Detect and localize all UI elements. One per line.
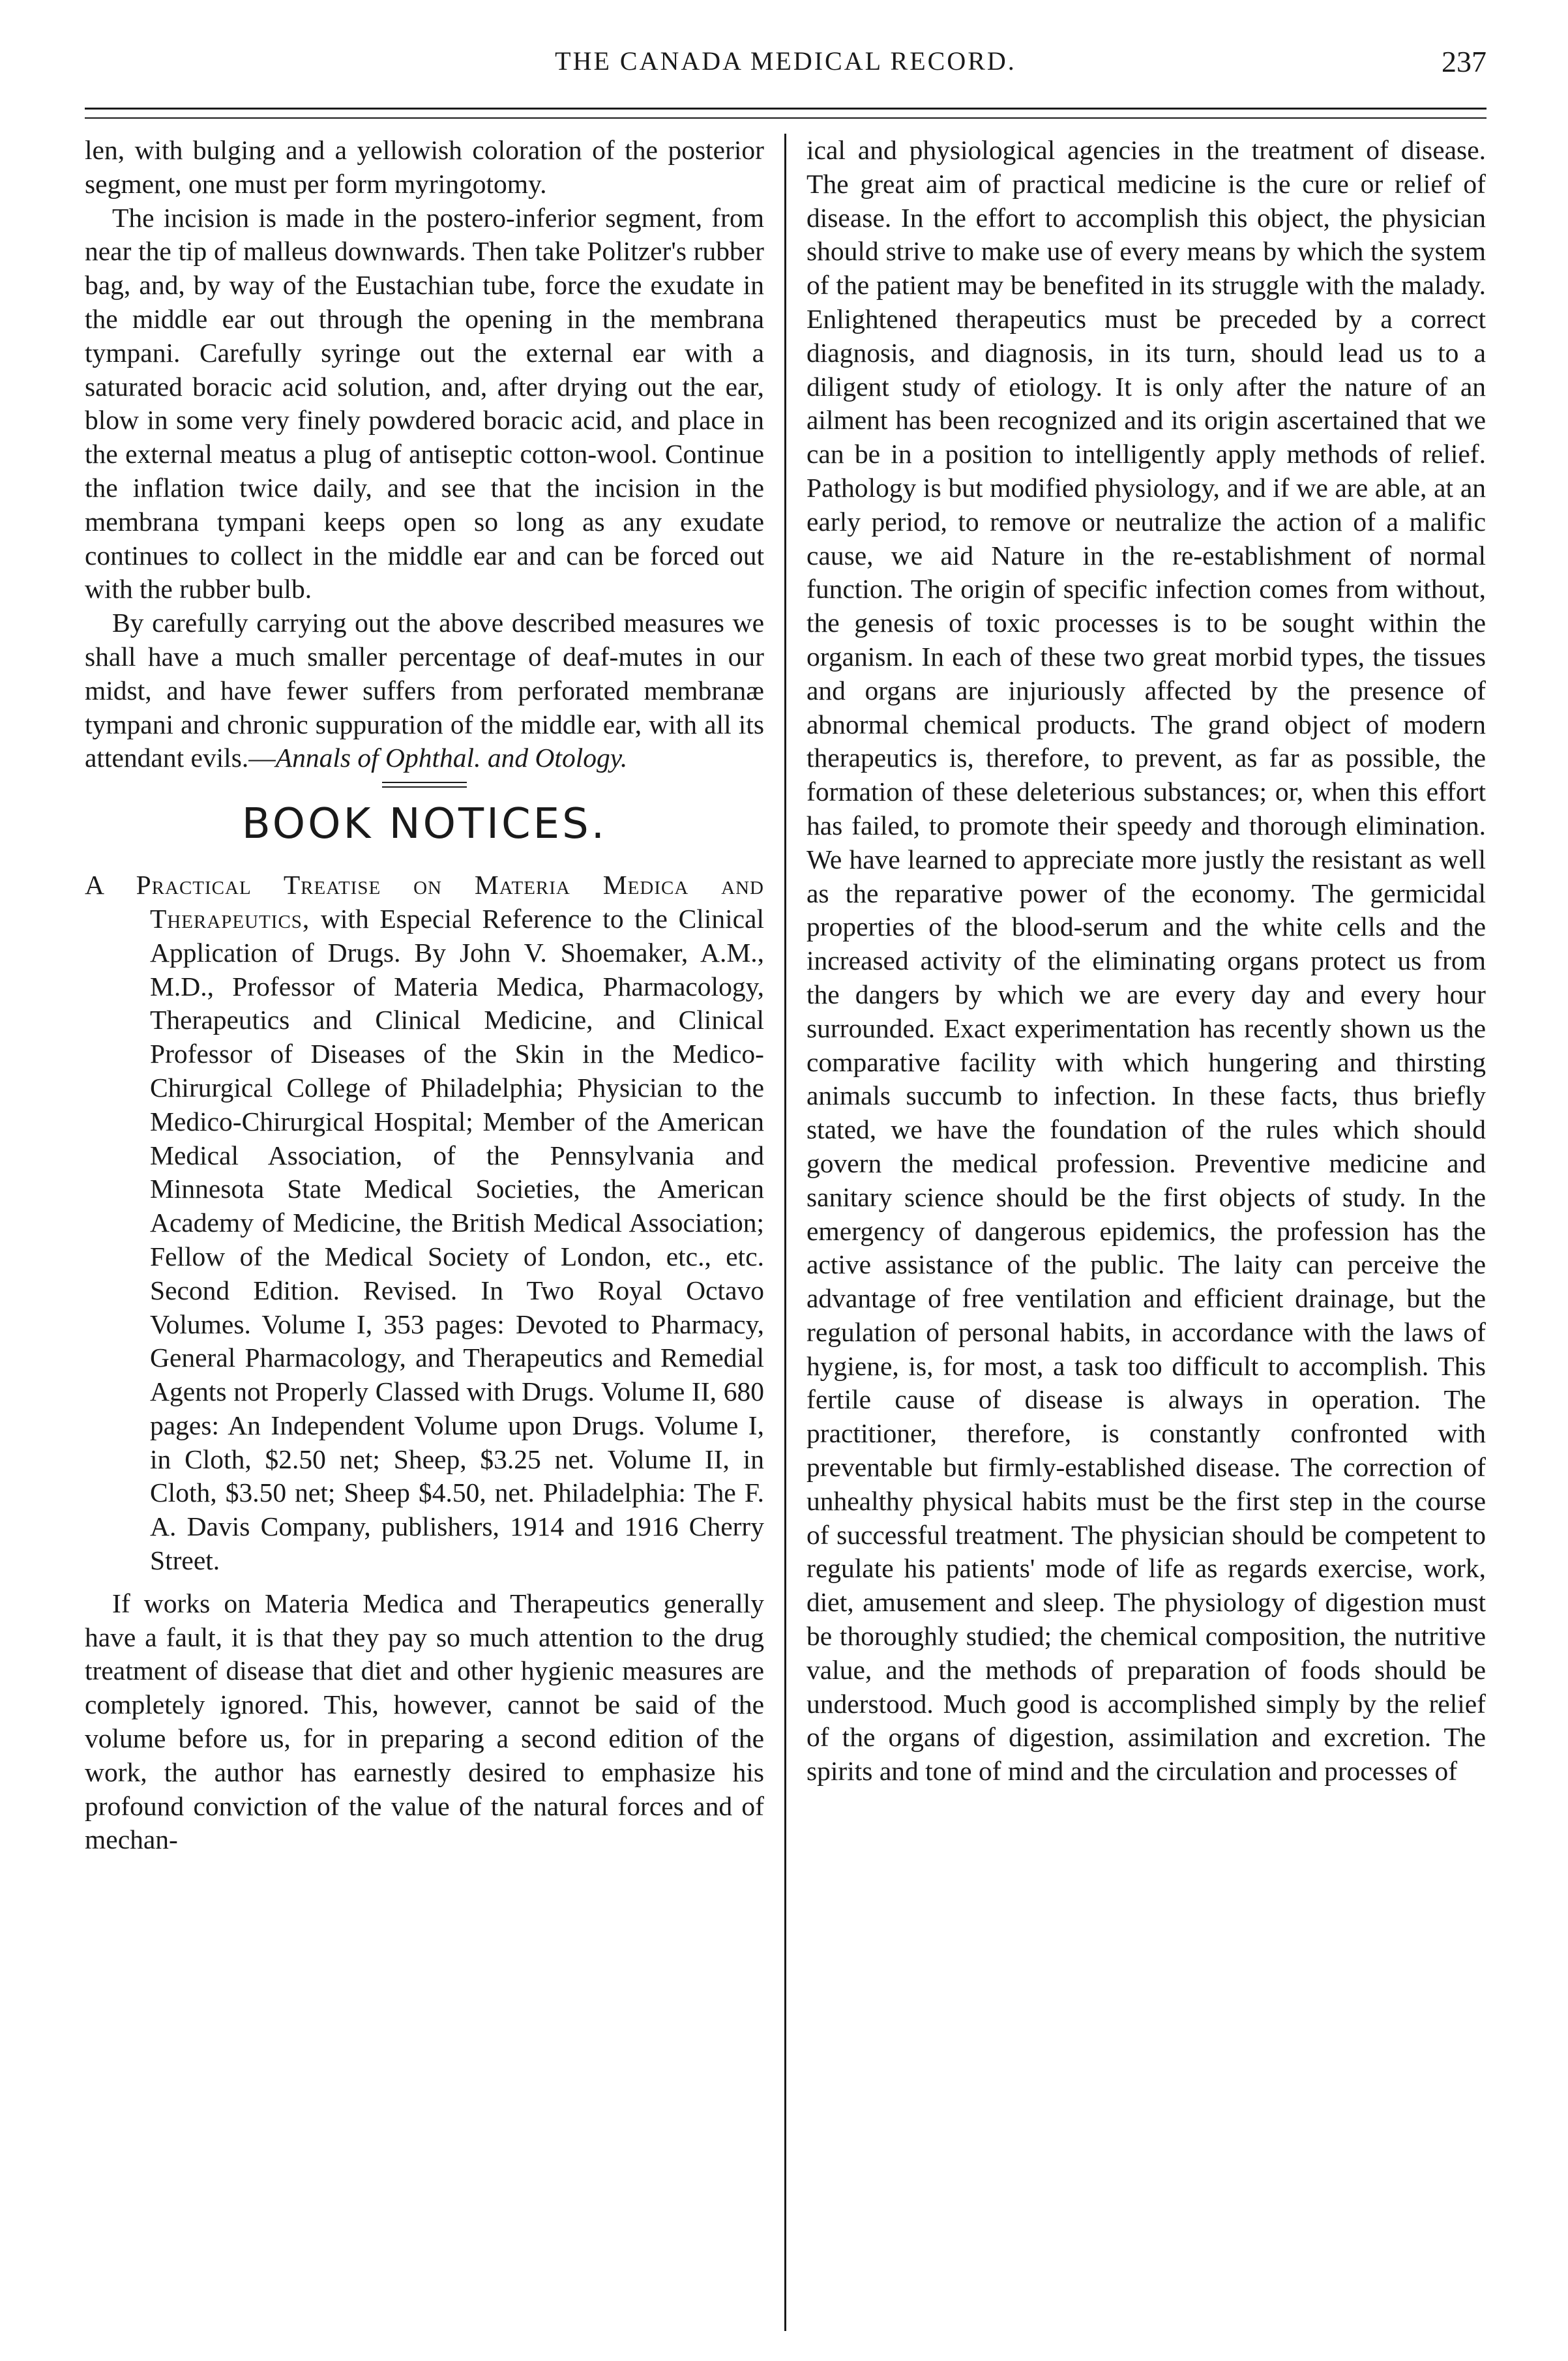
book-review-entry	[85, 869, 764, 1578]
left-paragraph-3	[85, 606, 764, 775]
right-paragraph-1: ical and physiological agencies in the treatment of disease. The great aim of practical medicine is the cure or relief of disease. In the effort to accomplish this object, the physician should strive to make use of every means by which the system of the patient may be benefited in its struggle with the malady. Enlightened therapeutics must be preceded by a correct diagnosis, and diagnosis, in its turn, should lead us to a diligent study of etiology. It is only after the nature of an ailment has been recognized and its origin ascertained that we can be in a position to intelligently apply methods of relief. Pathology is but modified physiology, and if we are able, at an early period, to remove or neutralize the action of a malific cause, we aid Nature in the re-establishment of normal function. The origin of specific infection comes from without, the genesis of toxic processes is to be sought within the organism. In each of these two great morbid types, the tissues and organs are injuriously affected by the presence of abnormal chemical products. The grand object of modern therapeutics is, therefore, to prevent, as far as possible, the formation of these deleterious substances; or, when this effort has failed, to promote their speedy and thorough elimination. We have learned to appreciate more justly the resistant as well as the reparative power of the economy. The germicidal properties of the blood-serum and the white cells and the increased activity of the eliminating organs protect us from the dangers by which we are every day and every hour surrounded. Exact experimentation has recently shown us the comparative facility with which hungering and thirsting animals succumb to infection. In these facts, thus briefly stated, we have the foundation of the rules which should govern the medical profession. Preventive medicine and sanitary science should be the first objects of study. In the emergency of dangerous epidemics, the profession has the active assistance of the public. The laity can perceive the advantage of free ventilation and efficient drainage, but the regulation of personal habits, in accordance with the laws of hygiene, is, for most, a task too difficult to accomplish. This fertile cause of disease is always in operation. The practitioner, therefore, is constantly confronted with preventable but firmly-established disease. The correction of unhealthy physical habits must be the first step in the course of successful treatment. The physician should be competent to regulate his patients' mode of life as regards exercise, work, diet, amusement and sleep. The physiology of digestion must be thoroughly studied; the chemical composition, the nutritive value, and the methods of preparation of foods should be understood. Much good is accomplished simply by the relief of the organs of digestion, assimilation and excretion. The spirits and tone of mind and the circulation and processes of	[806, 135, 1486, 1787]
page-header	[85, 46, 1487, 91]
column-divider	[784, 134, 786, 2331]
section-heading-book-notices: BOOK NOTICES.	[241, 800, 608, 849]
right-column	[806, 134, 1486, 2331]
page-number: 237	[1442, 45, 1487, 78]
section-divider-rule	[382, 782, 467, 783]
header-rule-thick	[85, 108, 1487, 110]
source-citation: Annals of Ophthal. and Otology.	[275, 743, 628, 773]
book-details: with Especial Reference to the Clinical Application of Drugs. By John V. Shoemaker, A.M., M.D., Professor of Materia Medica, Pharmacology, Therapeutics and Clinical Medicine, and Clinical Professor of Diseases of the Skin in the Medico-Chirurgical College of Philadelphia; Physician to the Medico-Chirurgical Hospital; Member of the American Medical Association, of the Pennsylvania and Minnesota State Medical Societies, the American Academy of Medicine, the British Medical Association; Fellow of the Medical Society of London, etc., etc. Second Edition. Revised. In Two Royal Octavo Volumes. Volume I, 353 pages: Devoted to Pharmacy, General Pharmacology, and Therapeutics and Remedial Agents not Properly Classed with Drugs. Volume II, 680 pages: An Independent Volume upon Drugs. Volume I, in Cloth, $2.50 net; Sheep, $3.25 net. Volume II, in Cloth, $3.50 net; Sheep $4.50, net. Philadelphia: The F. A. Davis Company, publishers, 1914 and 1916 Cherry Street.	[150, 903, 764, 1576]
left-paragraph-2: The incision is made in the postero-inferior segment, from near the tip of malleus downwards. Then take Politzer's rubber bag, and, by way of the Eustachian tube, force the exudate in the middle ear out through the opening in the membrana tympani. Carefully syringe out the external ear with a saturated boracic acid solution, and, after drying out the ear, blow in some very finely powdered boracic acid, and place in the external meatus a plug of antiseptic cotton-wool. Continue the inflation twice daily, and see that the incision in the membrana tympani keeps open so long as any exudate continues to collect in the middle ear and can be forced out with the rubber bulb.	[85, 202, 764, 604]
left-paragraph-1: len, with bulging and a yellowish coloration of the posterior segment, one must per form myringotomy.	[85, 135, 764, 199]
left-column	[85, 134, 764, 2331]
book-title: A Practical Treatise on Materia Medica and Therapeutics,	[85, 870, 764, 934]
left-paragraph-3-text: By carefully carrying out the above described measures we shall have a much smaller percentage of deaf-mutes in our midst, and have fewer suffers from perforated membranæ tympani and chronic suppuration of the middle ear, with all its attendant evils.—	[85, 608, 764, 773]
section-divider-rule-2	[382, 786, 467, 788]
left-paragraph-4: If works on Materia Medica and Therapeutics generally have a fault, it is that they pay so much attention to the drug treatment of disease that diet and other hygienic measures are completely ignored. This, however, cannot be said of the volume before us, for in preparing a second edition of the work, the author has earnestly desired to emphasize his profound conviction of the value of the natural forces and of mechan-	[85, 1588, 764, 1855]
header-rule-thin	[85, 117, 1487, 119]
running-head: THE CANADA MEDICAL RECORD.	[555, 46, 1016, 76]
